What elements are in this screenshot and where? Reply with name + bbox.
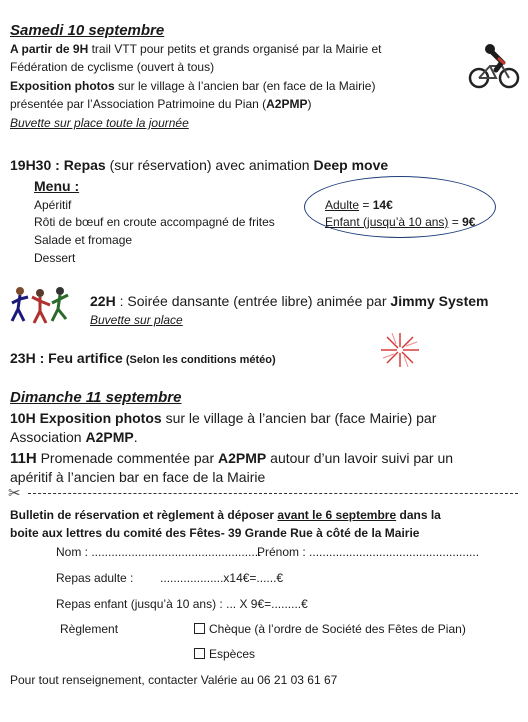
sunday-line-2: Association A2PMP. (10, 429, 138, 445)
child-price: Enfant (jusqu’à 10 ans) = 9€ (325, 215, 476, 229)
adult-price: Adulte = 14€ (325, 198, 393, 212)
especes-checkbox[interactable] (194, 648, 205, 659)
saturday-line-4: présentée par l’Association Patrimoine du Pian (A2PMP) (10, 97, 312, 111)
dance-buvette: Buvette sur place (90, 313, 183, 327)
fireworks-heading: 23H : Feu artifice (Selon les conditions météo) (10, 350, 276, 366)
saturday-title: Samedi 10 septembre (10, 22, 165, 39)
sunday-line-3: 11H Promenade commentée par A2PMP autour d’un lavoir suivi par un (10, 450, 454, 467)
child-meal-field[interactable]: Repas enfant (jusqu’à 10 ans) : ... X 9€=.........€ (56, 597, 308, 611)
scissors-icon: ✂ (8, 485, 21, 502)
contact-line: Pour tout renseignement, contacter Valérie au 06 21 03 61 67 (10, 673, 338, 687)
sunday-title: Dimanche 11 septembre (10, 389, 182, 406)
menu-item: Rôti de bœuf en croute accompagné de frites (34, 215, 275, 229)
dinner-heading: 19H30 : Repas (sur réservation) avec animation Deep move (10, 157, 389, 173)
form-line-1: Bulletin de réservation et règlement à déposer avant le 6 septembre dans la (10, 508, 441, 522)
sunday-line-4: apéritif à l’ancien bar en face de la Mairie (10, 469, 266, 485)
menu-item: Salade et fromage (34, 233, 133, 247)
cyclist-icon (468, 40, 520, 92)
nom-field[interactable]: Nom : ................................................... (56, 545, 262, 559)
dancers-icon (10, 285, 72, 330)
cheque-option[interactable]: Chèque (à l’ordre de Société des Fêtes de Pian) (194, 622, 466, 636)
saturday-line-3: Exposition photos sur le village à l’ancien bar (en face de la Mairie) (10, 79, 376, 93)
menu-title: Menu : (34, 178, 80, 194)
saturday-buvette: Buvette sur place toute la journée (10, 116, 189, 130)
adult-meal-field[interactable]: Repas adulte : ...................x14€=......€ (56, 571, 284, 585)
cheque-checkbox[interactable] (194, 623, 205, 634)
especes-option[interactable]: Espèces (194, 647, 255, 661)
fireworks-icon (378, 330, 422, 370)
dance-heading: 22H : Soirée dansante (entrée libre) animée par Jimmy System (90, 293, 489, 309)
saturday-line-1: A partir de 9H trail VTT pour petits et grands organisé par la Mairie et (10, 42, 382, 56)
prenom-field[interactable]: Prénom : ................................................... (257, 545, 480, 559)
menu-item: Apéritif (34, 198, 72, 212)
menu-item: Dessert (34, 251, 76, 265)
form-line-2: boite aux lettres du comité des Fêtes- 39 Grande Rue à côté de la Mairie (10, 526, 420, 540)
saturday-line-2: Fédération de cyclisme (ouvert à tous) (10, 60, 215, 74)
cut-line (28, 493, 518, 494)
sunday-line-1: 10H Exposition photos sur le village à l’ancien bar (face Mairie) par (10, 410, 437, 426)
reglement-label: Règlement (60, 622, 119, 636)
